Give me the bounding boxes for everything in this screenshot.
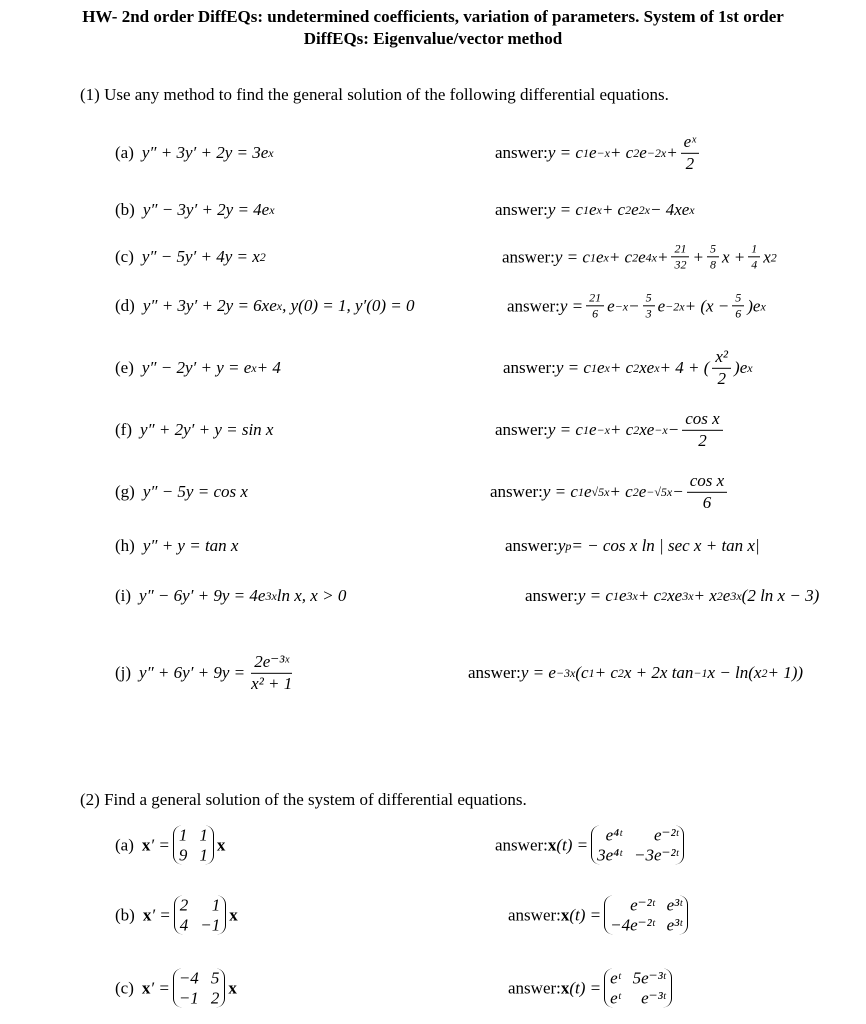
matrix-entry: −4e⁻²ᵗ [610,915,655,934]
answer-1-4: answer: y = c 1 e x + c 2 xe x + 4 + ( $\frac{\text{x²}}{2}$ )e x [503,346,753,388]
problem-1-0: (a) y″ + 3y′ + 2y = 3e x [115,143,274,162]
matrix-entry: 5e⁻³ᵗ [632,968,666,988]
answer-1-2: answer: y = c 1 e x + c 2 e 4x + $\frac{21}{32}$ + $\frac{5}{8}$ x + $\frac{1}{4}$ x 2 [502,241,777,272]
answer-prefix: answer: [525,586,578,605]
math-text: e [588,143,597,162]
fraction-denominator: 2 [685,153,695,173]
fraction-denominator: 8 [709,257,716,272]
math-text: )e [734,358,748,377]
math-text: xe [639,420,655,439]
section-2-heading: (2) Find a general solution of the system of differential equations. [80,790,527,809]
answer-prefix: answer: [503,358,556,377]
math-text: e [657,296,666,315]
matrix-entry: 1 [199,825,208,845]
math-text: (c [575,663,589,682]
math-text: + [692,247,704,266]
problem-1-8: (i) y″ − 6y′ + 9y = 4e 3x ln x, x > 0 [115,586,347,605]
math-text: + c [601,200,626,219]
math-text: e [588,420,597,439]
answer-prefix: answer: [490,482,543,501]
matrix-entry: eᵗ [610,988,621,1007]
answer-prefix: answer: [468,663,521,682]
bold-vector: x [560,905,570,924]
answer-1-8: answer: y = c 1 e 3x + c 2 xe 3x + x 2 e 3x (2 ln x − 3) [525,586,820,605]
fraction-numerator: 2e⁻³ˣ [251,653,292,674]
fraction [712,348,731,388]
answer-2-1 [508,895,691,934]
answer-prefix: answer: [502,247,555,266]
math-text: e [618,586,627,605]
math-text: e [722,586,731,605]
fraction [643,291,655,320]
math-text: ′ = [150,978,170,997]
fraction-numerator: 5 [707,242,719,257]
math-text: e [583,482,592,501]
math-text: + c [609,482,633,501]
answer-prefix: answer: [495,420,548,439]
answer-prefix: answer: [495,200,548,219]
math-text: + c [609,420,634,439]
math-text: + 4 + ( [659,358,710,377]
math-text: y″ + y = tan x [142,536,239,555]
fraction-denominator: 6 [592,306,599,321]
math-text: y″ − 6y′ + 9y = 4e [139,586,266,605]
answer-1-9: answer: y = e −3x (c 1 + c 2 x + 2x tan −1 x − ln(x 2 + 1)) [468,663,804,682]
fraction [682,410,722,450]
problem-label: (c) [115,247,134,266]
math-text: e [596,358,605,377]
matrix-entry: 4 [179,915,189,934]
fraction [748,242,760,271]
title-line-1: HW- 2nd order DiffEQs: undetermined coefficients, variation of parameters. System of 1st order [82,7,784,26]
problem-label: (f) [115,420,132,439]
title-line-2: DiffEQs: Eigenvalue/vector method [303,29,563,48]
math-text: + [666,143,678,162]
matrix-entry: −1 [178,988,199,1007]
matrix-entry: e⁻³ᵗ [641,988,666,1007]
fraction [687,472,727,512]
answer-1-3: answer: y = $\frac{21}{6}$ e −x − $\frac{5}{3}$ e −2x + (x − $\frac{5}{6}$ )e x [507,290,766,321]
answer-1-1: answer: y = c 1 e x + c 2 e 2x − 4xe x [495,200,695,219]
math-text: y = c [542,482,578,501]
math-text: + c [609,143,634,162]
math-text: y = [559,296,584,315]
math-text: = − cos x ln | sec x + tan x| [571,536,760,555]
math-text: − [667,420,680,439]
math-text: y = c [554,247,590,266]
bold-vector: x [560,978,570,997]
problem-1-9 [115,653,298,693]
fraction-denominator: 3 [645,306,652,321]
problem-1-7 [115,536,238,556]
bold-vector: x [216,835,226,854]
math-text: e [595,247,604,266]
fraction-numerator: x² [712,348,731,369]
problem-2-1 [115,895,238,934]
math-text: y = c [555,358,591,377]
matrix-entry: eᵗ [610,968,621,988]
answer-prefix: answer: [507,296,560,315]
math-text: + [656,247,669,266]
fraction-numerator: 1 [748,242,760,257]
math-text: y″ + 3y′ + 2y = 6xe [142,296,277,315]
fraction-denominator: 2 [717,368,726,388]
answer-1-6: answer: y = c 1 e √5x + c 2 e −√5x − $\frac{\text{cos x}}{6}$ [490,472,730,512]
problem-label: (b) [115,200,135,219]
answer-prefix: answer: [495,143,548,162]
matrix-entry: e⁻²ᵗ [630,895,655,915]
math-text: − 4xe [649,200,690,219]
math-text: + c [608,247,633,266]
math-text: + c [637,586,662,605]
matrix [604,895,688,934]
math-text: y″ − 5y = cos x [142,482,248,501]
matrix-entry: e⁻²ᵗ [653,825,679,845]
math-text: y″ − 2y′ + y = e [141,358,252,377]
problem-label: (d) [115,296,135,315]
matrix [173,825,214,864]
math-text: y″ + 3y′ + 2y = 3e [141,143,269,162]
math-text: e [631,200,639,219]
math-text: (t) = [569,905,602,924]
matrix-entry: 5 [210,968,220,988]
problem-label: (e) [115,358,134,377]
math-text: + 4 [256,358,281,377]
fraction [707,242,719,271]
math-text: e [588,200,597,219]
fraction-numerator: cos x [687,472,727,493]
math-text: + x [693,586,717,605]
math-text: + 1)) [767,663,804,682]
answer-1-7: answer: y p = − cos x ln | sec x + tan x| [505,536,760,555]
problem-1-4: (e) y″ − 2y′ + y = e x + 4 [115,358,281,377]
fraction-numerator: 21 [586,291,604,306]
problem-label: (h) [115,536,135,555]
matrix [174,895,226,934]
problem-1-6 [115,482,248,502]
math-text: ln x, x > 0 [276,586,347,605]
problem-label: (a) [115,835,134,854]
problem-label: (g) [115,482,135,501]
matrix-entry: −4 [178,968,199,988]
math-text: y = e [520,663,556,682]
section-1-heading: (1) Use any method to find the general solution of the following differential equations. [80,85,669,104]
answer-1-5: answer: y = c 1 e −x + c 2 xe −x − $\frac{\text{cos x}}{2}$ [495,410,726,450]
bold-vector: x [141,835,151,854]
matrix-entry: e³ᵗ [666,915,683,934]
math-text: y″ − 5y′ + 4y = x [141,247,260,266]
math-text: y″ + 6y′ + 9y = [139,663,246,682]
math-text: y″ + 2y′ + y = sin x [139,420,274,439]
math-text: y″ − 3y′ + 2y = 4e [142,200,270,219]
matrix-entry: e³ᵗ [666,895,683,915]
matrix-entry: −1 [200,915,221,934]
fraction [681,133,699,173]
matrix-entry: 9 [178,845,188,864]
matrix-entry: 2 [179,895,189,915]
math-text: x − ln(x [707,663,762,682]
problem-1-1: (b) y″ − 3y′ + 2y = 4e x [115,200,275,219]
math-text: x [763,247,771,266]
fraction [732,291,744,320]
answer-prefix: answer: [495,835,548,854]
matrix-entry: e⁴ᵗ [605,825,622,845]
problem-2-0 [115,825,225,864]
fraction-numerator: cos x [682,410,722,431]
matrix-entry: 3e⁴ᵗ [597,845,622,864]
math-text: e [639,143,647,162]
bold-vector: x [142,905,152,924]
math-text: xe [639,358,655,377]
bold-vector: x [547,835,557,854]
problem-label: (a) [115,143,134,162]
problem-1-5 [115,420,273,440]
math-text: − [628,296,640,315]
fraction-denominator: 6 [702,492,712,512]
matrix [173,968,225,1007]
matrix-entry: −3e⁻²ᵗ [633,845,679,864]
math-text: x + 2x tan [623,663,694,682]
fraction-denominator: 4 [751,257,758,272]
fraction [586,291,604,320]
math-text: − [672,482,684,501]
math-text: e [638,482,647,501]
fraction-denominator: 2 [698,430,707,450]
math-text: y = c [547,200,583,219]
math-text: ′ = [151,905,171,924]
answer-1-0: answer: y = c 1 e −x + c 2 e −2x + $\frac{\text{eˣ}}{2}$ [495,133,702,173]
matrix-entry: 1 [199,845,208,864]
math-text: )e [747,296,761,315]
math-text: xe [667,586,683,605]
answer-2-0 [495,825,687,864]
matrix [604,968,671,1007]
math-text: e [607,296,615,315]
bold-vector: x [141,978,151,997]
problem-1-3: (d) y″ + 3y′ + 2y = 6xe x , y(0) = 1, y′(0) = 0 [115,296,415,315]
math-text: y = c [547,143,583,162]
problem-label: (i) [115,586,132,605]
answer-prefix: answer: [508,905,561,924]
answer-prefix: answer: [505,536,558,555]
fraction-denominator: 6 [735,306,742,321]
math-text: x + [721,247,746,266]
math-text: y [557,536,566,555]
answer-2-2 [508,968,675,1007]
problem-label: (c) [115,978,134,997]
problem-2-2 [115,968,237,1007]
bold-vector: x [228,978,237,997]
math-text: ′ = [150,835,170,854]
fraction [671,242,689,271]
math-text: , y(0) = 1, y′(0) = 0 [282,296,415,315]
problem-label: (j) [115,663,132,682]
math-text: y = c [547,420,583,439]
problem-label: (b) [115,905,135,924]
problem-1-2: (c) y″ − 5y′ + 4y = x 2 [115,247,266,266]
matrix-entry: 1 [178,825,188,845]
math-text: (t) = [556,835,589,854]
fraction-numerator: 21 [671,242,689,257]
answer-prefix: answer: [508,978,561,997]
fraction-numerator: 5 [643,291,655,306]
matrix-entry: 2 [210,988,220,1007]
fraction-numerator: 5 [732,291,744,306]
fraction-numerator: eˣ [681,133,699,154]
fraction-denominator: x² + 1 [251,673,293,693]
fraction [248,653,295,693]
math-text: e [638,247,646,266]
math-text: + c [609,358,634,377]
math-text: (t) = [569,978,602,997]
matrix-entry: 1 [211,895,221,915]
math-text: + c [594,663,618,682]
fraction-denominator: 32 [674,257,687,272]
math-text: y = c [577,586,613,605]
math-text: (2 ln x − 3) [741,586,820,605]
math-text: + (x − [684,296,730,315]
matrix [591,825,684,864]
bold-vector: x [229,905,238,924]
